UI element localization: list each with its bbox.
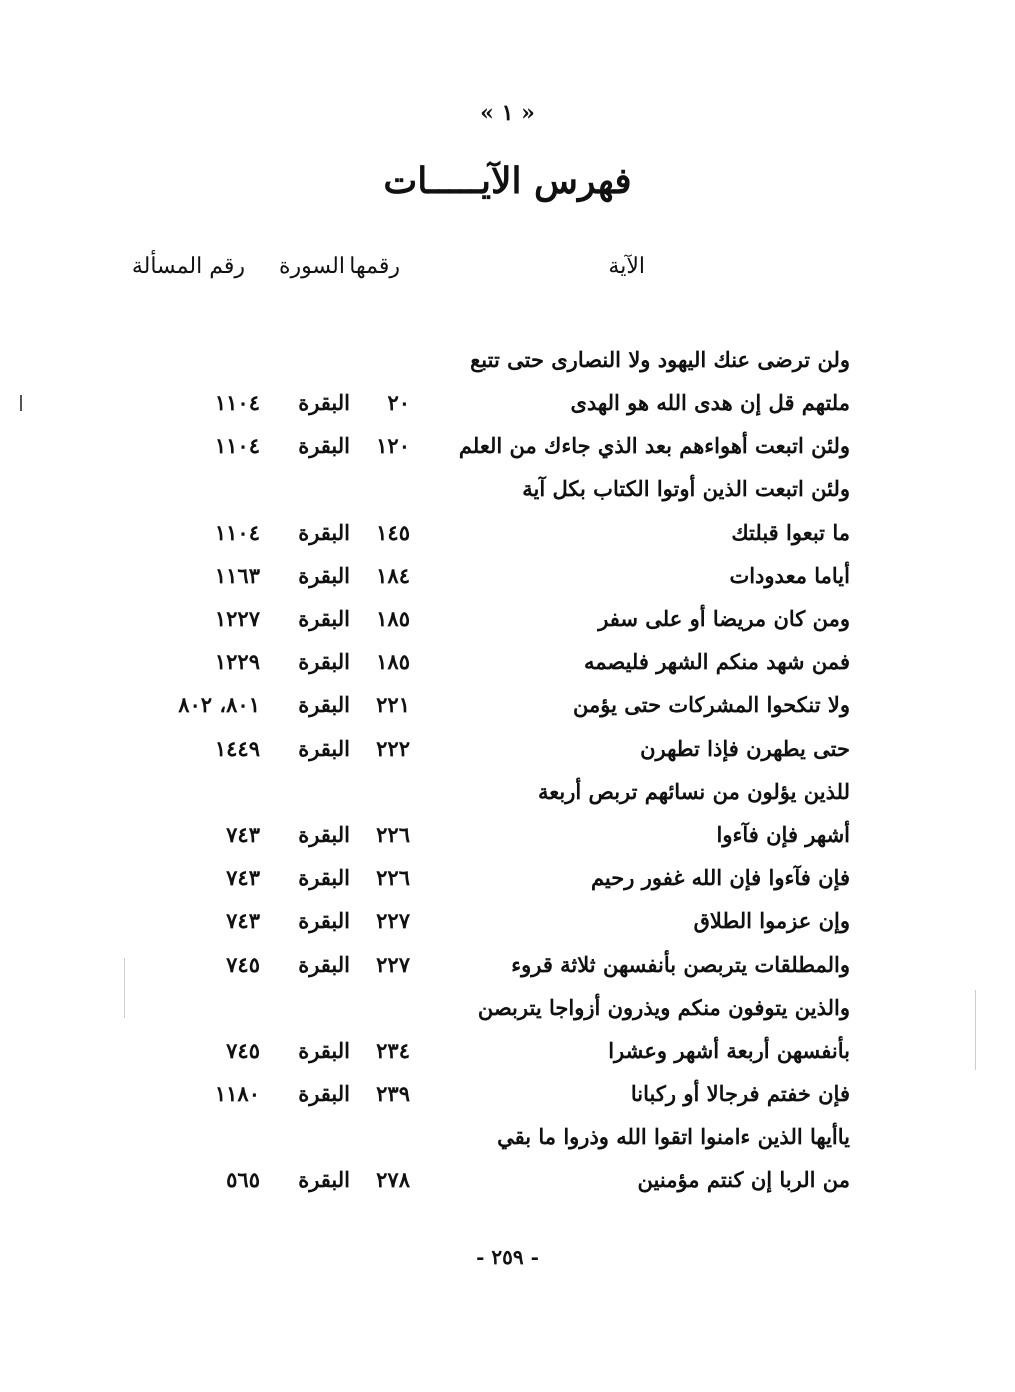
ayah-number: ١٨٥ — [376, 649, 410, 674]
ayah-text: فمن شهد منكم الشهر فليصمه — [583, 649, 850, 674]
table-row — [0, 945, 1015, 985]
table-row — [0, 1031, 1015, 1071]
ayah-number: ٢٢٧ — [376, 908, 410, 933]
issue-number: ١٢٢٧ — [214, 606, 260, 631]
issue-number: ١١٠٤ — [214, 433, 260, 458]
ayah-number: ١٤٥ — [376, 520, 410, 545]
surah-name: البقرة — [298, 736, 350, 761]
ayah-number: ٢٢١ — [376, 692, 410, 717]
ayah-text: بأنفسهن أربعة أشهر وعشرا — [608, 1038, 850, 1063]
scan-mark — [124, 958, 125, 1018]
ayah-text: ولئن اتبعت الذين أوتوا الكتاب بكل آية — [522, 476, 850, 501]
surah-name: البقرة — [298, 822, 350, 847]
surah-name: البقرة — [298, 908, 350, 933]
table-row — [0, 1117, 1015, 1157]
surah-name: البقرة — [298, 520, 350, 545]
issue-number: ١١٦٣ — [214, 563, 260, 588]
table-row — [0, 599, 1015, 639]
ayah-text: وإن عزموا الطلاق — [693, 908, 850, 933]
ayah-number: ٢٢٦ — [376, 865, 410, 890]
issue-number: ٧٤٣ — [226, 908, 260, 933]
table-row — [0, 642, 1015, 682]
header-number: رقمها — [349, 254, 400, 279]
ayah-text: ولئن اتبعت أهواءهم بعد الذي جاءك من العلم — [458, 433, 850, 458]
ayah-text: والذين يتوفون منكم ويذرون أزواجا يتربصن — [477, 995, 850, 1020]
table-row — [0, 469, 1015, 509]
surah-name: البقرة — [298, 865, 350, 890]
surah-name: البقرة — [298, 433, 350, 458]
surah-name: البقرة — [298, 606, 350, 631]
ayah-text: ياأيها الذين ءامنوا اتقوا الله وذروا ما بقي — [497, 1124, 850, 1149]
header-surah: السورة — [279, 254, 345, 279]
table-row — [0, 1074, 1015, 1114]
table-row — [0, 858, 1015, 898]
issue-number: ١١٠٤ — [214, 520, 260, 545]
ayah-text: ومن كان مريضا أو على سفر — [598, 606, 850, 631]
ayah-text: أشهر فإن فآءوا — [716, 822, 850, 847]
surah-name: البقرة — [298, 1081, 350, 1106]
ayah-text: للذين يؤلون من نسائهم تربص أربعة — [537, 779, 850, 804]
ayah-number: ٢٧٨ — [376, 1167, 410, 1192]
table-row — [0, 901, 1015, 941]
surah-name: البقرة — [298, 563, 350, 588]
table-row — [0, 988, 1015, 1028]
scan-mark — [975, 990, 976, 1070]
ayah-text: ملتهم قل إن هدى الله هو الهدى — [570, 390, 850, 415]
issue-number: ١٤٤٩ — [214, 736, 260, 761]
ayah-text: ولا تنكحوا المشركات حتى يؤمن — [573, 692, 850, 717]
issue-number: ٨٠١، ٨٠٢ — [178, 692, 260, 717]
ayah-number: ١٢٠ — [376, 433, 410, 458]
ayah-number: ٢٣٤ — [376, 1038, 410, 1063]
ayah-text: من الربا إن كنتم مؤمنين — [637, 1167, 850, 1192]
ayah-text: حتى يطهرن فإذا تطهرن — [640, 736, 850, 761]
ayah-text: والمطلقات يتربصن بأنفسهن ثلاثة قروء — [511, 952, 850, 977]
surah-name: البقرة — [298, 1167, 350, 1192]
ayah-text: فإن فآءوا فإن الله غفور رحيم — [590, 865, 850, 890]
surah-name: البقرة — [298, 649, 350, 674]
scan-mark — [20, 395, 22, 411]
issue-number: ١٢٢٩ — [214, 649, 260, 674]
table-row — [0, 426, 1015, 466]
issue-number: ٧٤٥ — [226, 952, 260, 977]
ayah-number: ٢٢٧ — [376, 952, 410, 977]
table-row — [0, 772, 1015, 812]
ayah-number: ٢٢٢ — [376, 736, 410, 761]
page-number: - ٢٥٩ - — [476, 1245, 539, 1269]
ayah-text: أياما معدودات — [729, 563, 850, 588]
table-row — [0, 729, 1015, 769]
ayah-number: ١٨٥ — [376, 606, 410, 631]
page-title: فهرس الآيـــــات — [383, 160, 632, 202]
table-row — [0, 1160, 1015, 1200]
table-row — [0, 340, 1015, 380]
table-row — [0, 685, 1015, 725]
surah-name: البقرة — [298, 390, 350, 415]
header-issue: رقم المسألة — [131, 254, 245, 279]
issue-number: ٥٦٥ — [226, 1167, 260, 1192]
ayah-number: ٢٢٦ — [376, 822, 410, 847]
issue-number: ٧٤٣ — [226, 865, 260, 890]
header-ayah: الآية — [608, 254, 645, 279]
ayah-text: ولن ترضى عنك اليهود ولا النصارى حتى تتبع — [470, 347, 850, 372]
issue-number: ٧٤٥ — [226, 1038, 260, 1063]
ayah-number: ٢٠ — [387, 390, 410, 415]
ayah-number: ١٨٤ — [376, 563, 410, 588]
table-row — [0, 815, 1015, 855]
surah-name: البقرة — [298, 952, 350, 977]
ayah-text: فإن خفتم فرجالا أو ركبانا — [630, 1081, 850, 1106]
issue-number: ٧٤٣ — [226, 822, 260, 847]
surah-name: البقرة — [298, 1038, 350, 1063]
surah-name: البقرة — [298, 692, 350, 717]
section-number: « ١ » — [480, 100, 535, 126]
ayah-text: ما تبعوا قبلتك — [731, 520, 850, 545]
issue-number: ١١٨٠ — [214, 1081, 260, 1106]
issue-number: ١١٠٤ — [214, 390, 260, 415]
ayah-number: ٢٣٩ — [376, 1081, 410, 1106]
table-row — [0, 513, 1015, 553]
table-row — [0, 556, 1015, 596]
table-row — [0, 383, 1015, 423]
